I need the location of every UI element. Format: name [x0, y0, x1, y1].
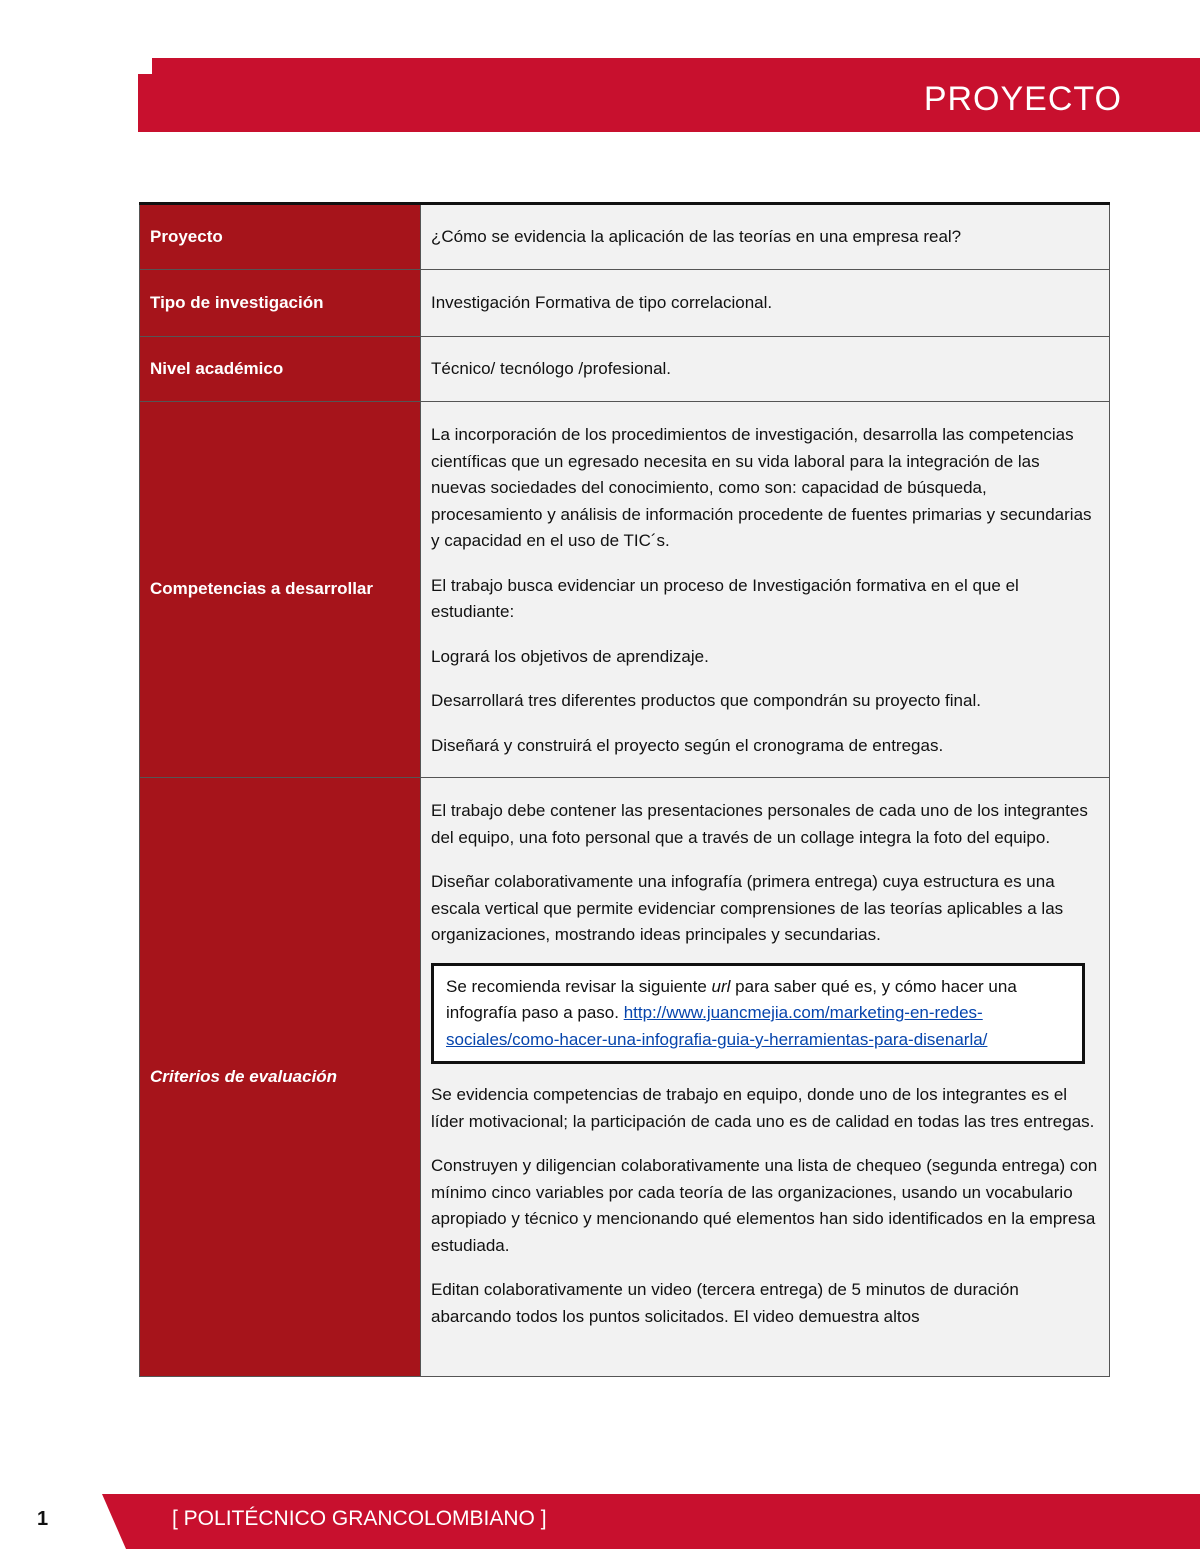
paragraph: Logrará los objetivos de aprendizaje. [431, 646, 709, 666]
box-text-italic: url [711, 976, 731, 996]
box-text: Se recomienda revisar la siguiente [446, 976, 712, 996]
row-value-competencias [421, 402, 1110, 778]
row-value-criterios [421, 778, 1110, 1377]
row-label-nivel: Nivel académico [140, 337, 421, 402]
row-label-criterios: Criterios de evaluación [140, 778, 421, 1377]
paragraph: Se evidencia competencias de trabajo en equipo, donde uno de los integrantes es el líder motivacional; la participación de cada uno es de calidad en todas las tres entregas. [431, 1085, 1095, 1131]
footer-institution: [ POLITÉCNICO GRANCOLOMBIANO ] [172, 1507, 547, 1530]
box-text: para saber qué es, y cómo hacer una infografía paso a paso. [446, 976, 1017, 1022]
row-label-competencias: Competencias a desarrollar [140, 402, 421, 778]
table-row [140, 270, 1110, 337]
paragraph: El trabajo busca evidenciar un proceso de Investigación formativa en el que el estudiante: [431, 575, 1019, 621]
header-notch [138, 58, 152, 74]
infographic-guide-link[interactable]: http://www.juancmejia.com/marketing-en-redes-sociales/como-hacer-una-infografia-guia-y-herramientas-para-disenarla/ [446, 1003, 988, 1049]
page-title: PROYECTO [923, 80, 1122, 118]
row-label-tipo: Tipo de investigación [140, 270, 421, 337]
paragraph: Construyen y diligencian colaborativamente una lista de chequeo (segunda entrega) con mínimo cinco variables por cada teoría de las organizaciones, usando un vocabulario apropiado y técnico y mencionando qué elementos han sido identificados en la empresa estudiada. [431, 1156, 1098, 1255]
paragraph: El trabajo debe contener las presentaciones personales de cada uno de los integrantes del equipo, una foto personal que a través de un collage integra la foto del equipo. [431, 801, 1088, 847]
page-number: 1 [37, 1508, 49, 1530]
table-row [140, 204, 1110, 270]
row-label-proyecto: Proyecto [140, 204, 421, 270]
table-row [140, 337, 1110, 402]
project-table [139, 202, 1110, 1377]
row-value-tipo: Investigación Formativa de tipo correlacional. [421, 270, 1110, 337]
table-row [140, 402, 1110, 778]
row-value-nivel: Técnico/ tecnólogo /profesional. [421, 337, 1110, 402]
paragraph: Diseñar colaborativamente una infografía (primera entrega) cuya estructura es una escala vertical que permite evidenciar comprensiones de las teorías aplicables a las organizaciones, mostrando ideas principales y secundarias. [431, 872, 1064, 944]
paragraph: La incorporación de los procedimientos de investigación, desarrolla las competencias científicas que un egresado necesita en su vida laboral para la integración de las nuevas sociedades del conocimiento, como son: capacidad de búsqueda, procesamiento y análisis de información procedente de fuentes primarias y secundarias y capacidad en el uso de TIC´s. [431, 425, 1092, 550]
url-recommendation-box [431, 963, 1085, 1065]
paragraph: Diseñará y construirá el proyecto según el cronograma de entregas. [431, 735, 944, 755]
paragraph: Editan colaborativamente un video (tercera entrega) de 5 minutos de duración abarcando todos los puntos solicitados. El video demuestra altos [431, 1280, 1019, 1326]
footer-left-panel [0, 1494, 100, 1549]
table-row [140, 778, 1110, 1377]
row-value-proyecto: ¿Cómo se evidencia la aplicación de las teorías en una empresa real? [421, 204, 1110, 270]
paragraph: Desarrollará tres diferentes productos que compondrán su proyecto final. [431, 691, 981, 710]
